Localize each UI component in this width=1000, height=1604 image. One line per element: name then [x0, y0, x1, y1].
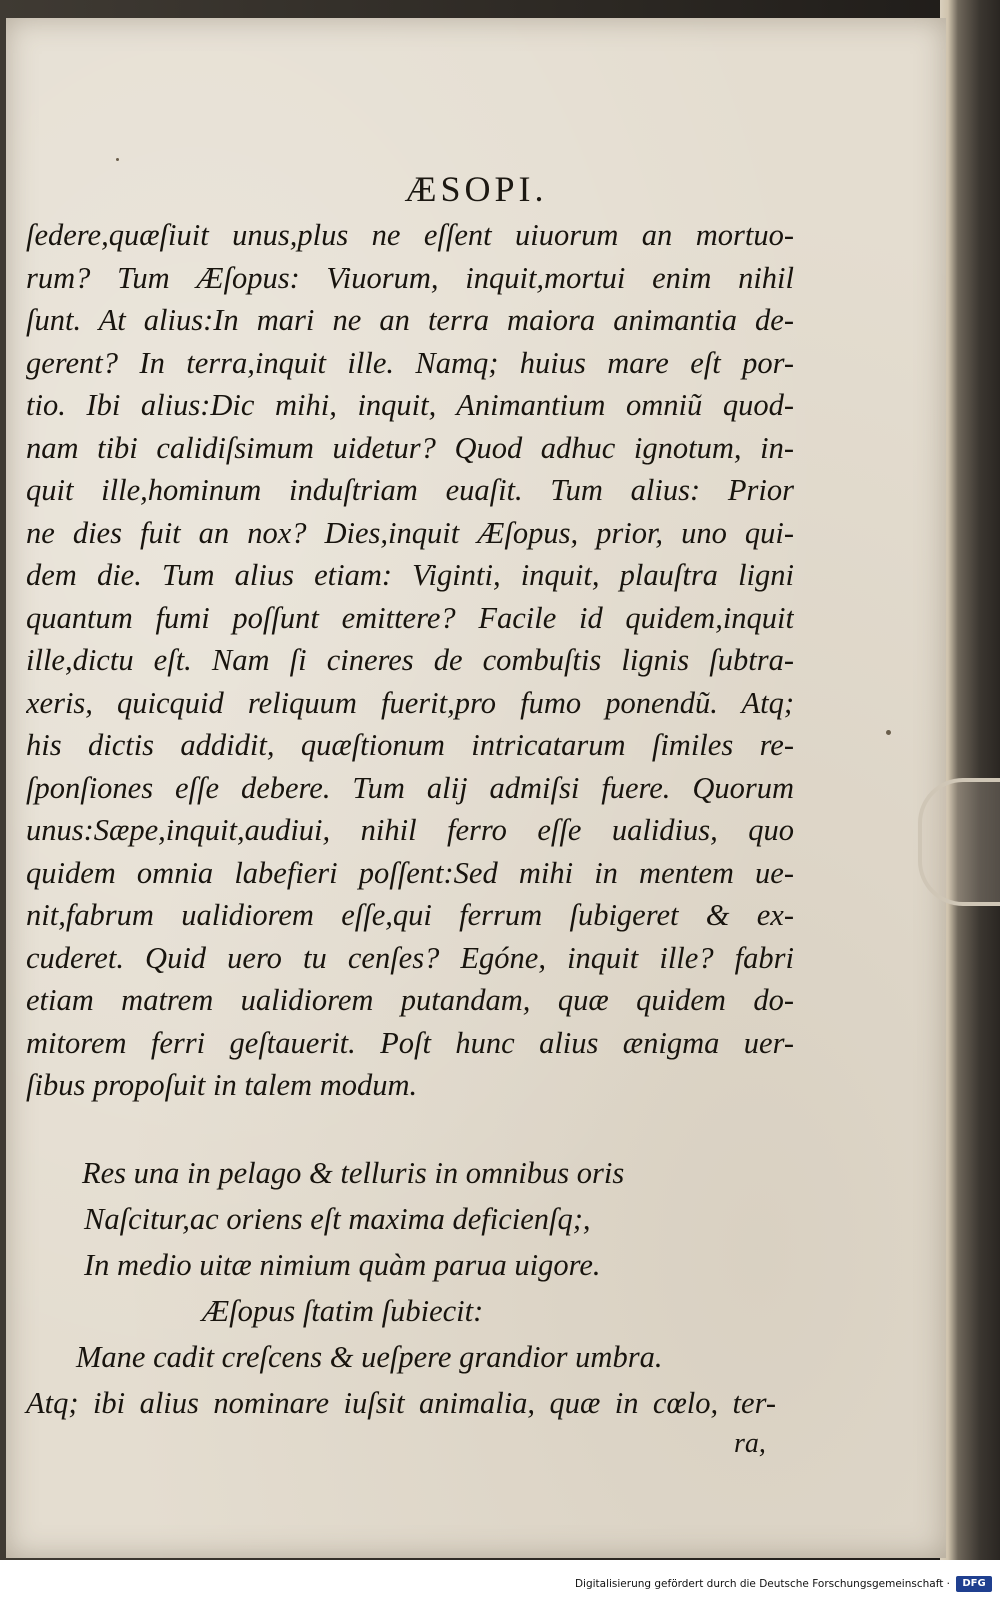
text-line: tio. Ibi alius:Dic mihi, inquit, Animantium omniũ quod- [26, 388, 794, 422]
text-line: his dictis addidit, quæſtionum intricatarum ſimiles re- [26, 728, 794, 762]
text-line: quantum fumi poſſunt emittere? Facile id quidem,inquit [26, 600, 794, 635]
body-text [26, 214, 794, 1107]
text-line: ille,dictu eſt. Nam ſi cineres de combuſtis lignis ſubtra- [26, 643, 794, 677]
text-line: dem die. Tum alius etiam: Viginti, inquit, plauſtra ligni [26, 558, 794, 592]
text-line: Atq; ibi alius nominare iuſsit animalia, quæ in cœlo, ter- [26, 1386, 776, 1420]
book-page [6, 18, 946, 1558]
verse-line: Naſcitur,ac oriens eſt maxima deficienſq;, [84, 1202, 591, 1236]
text-line: cuderet. Quid uero tu cenſes? Egóne, inquit ille? fabri [26, 940, 794, 975]
text-line: ne dies fuit an nox? Dies,inquit Æſopus, prior, uno qui- [26, 515, 794, 550]
text-line: nit,fabrum ualidiorem eſſe,qui ferrum ſubigeret & ex- [26, 898, 794, 932]
verse-block [26, 1150, 786, 1426]
text-line: ſibus propoſuit in talem modum. [26, 1068, 418, 1102]
paper-speck [116, 158, 119, 161]
digitization-credit: Digitalisierung gefördert durch die Deutsche Forschungsgemeinschaft · [574, 1578, 950, 1590]
dfg-logo: DFG [956, 1576, 992, 1592]
text-line: gerent? In terra,inquit ille. Namq; huius mare eſt por- [26, 345, 794, 380]
verse-line: In medio uitæ nimium quàm parua uigore. [84, 1248, 601, 1282]
text-line: unus:Sæpe,inquit,audiui, nihil ferro eſſe ualidius, quo [26, 813, 794, 847]
text-line: ſponſiones eſſe debere. Tum alij admiſsi fuere. Quorum [26, 770, 794, 805]
text-line: etiam matrem ualidiorem putandam, quæ quidem do- [26, 983, 794, 1017]
text-line: quit ille,hominum induſtriam euaſit. Tum alius: Prior [26, 473, 794, 507]
text-line: xeris, quicquid reliquum fuerit,pro fumo ponendũ. Atq; [26, 685, 794, 720]
verse-line: Res una in pelago & telluris in omnibus oris [82, 1156, 625, 1190]
text-line: mitorem ferri geſtauerit. Poſt hunc alius ænigma uer- [26, 1025, 794, 1060]
text-line: ſedere,quæſiuit unus,plus ne eſſent uiuorum an mortuo- [26, 218, 794, 252]
paper-speck [886, 730, 891, 735]
text-line: rum? Tum Æſopus: Viuorum, inquit,mortui enim nihil [26, 260, 794, 295]
book-clasp [918, 778, 1000, 906]
text-line: nam tibi calidiſsimum uidetur? Quod adhuc ignotum, in- [26, 430, 794, 465]
verse-attribution: Æſopus ſtatim ſubiecit: [202, 1294, 484, 1328]
catchword: ra, [734, 1428, 766, 1459]
verse-line: Mane cadit creſcens & ueſpere grandior umbra. [76, 1340, 663, 1374]
running-head: ÆSOPI. [404, 169, 548, 209]
text-line: quidem omnia labefieri poſſent:Sed mihi in mentem ue- [26, 855, 794, 890]
text-line: ſunt. At alius:In mari ne an terra maiora animantia de- [26, 303, 794, 337]
